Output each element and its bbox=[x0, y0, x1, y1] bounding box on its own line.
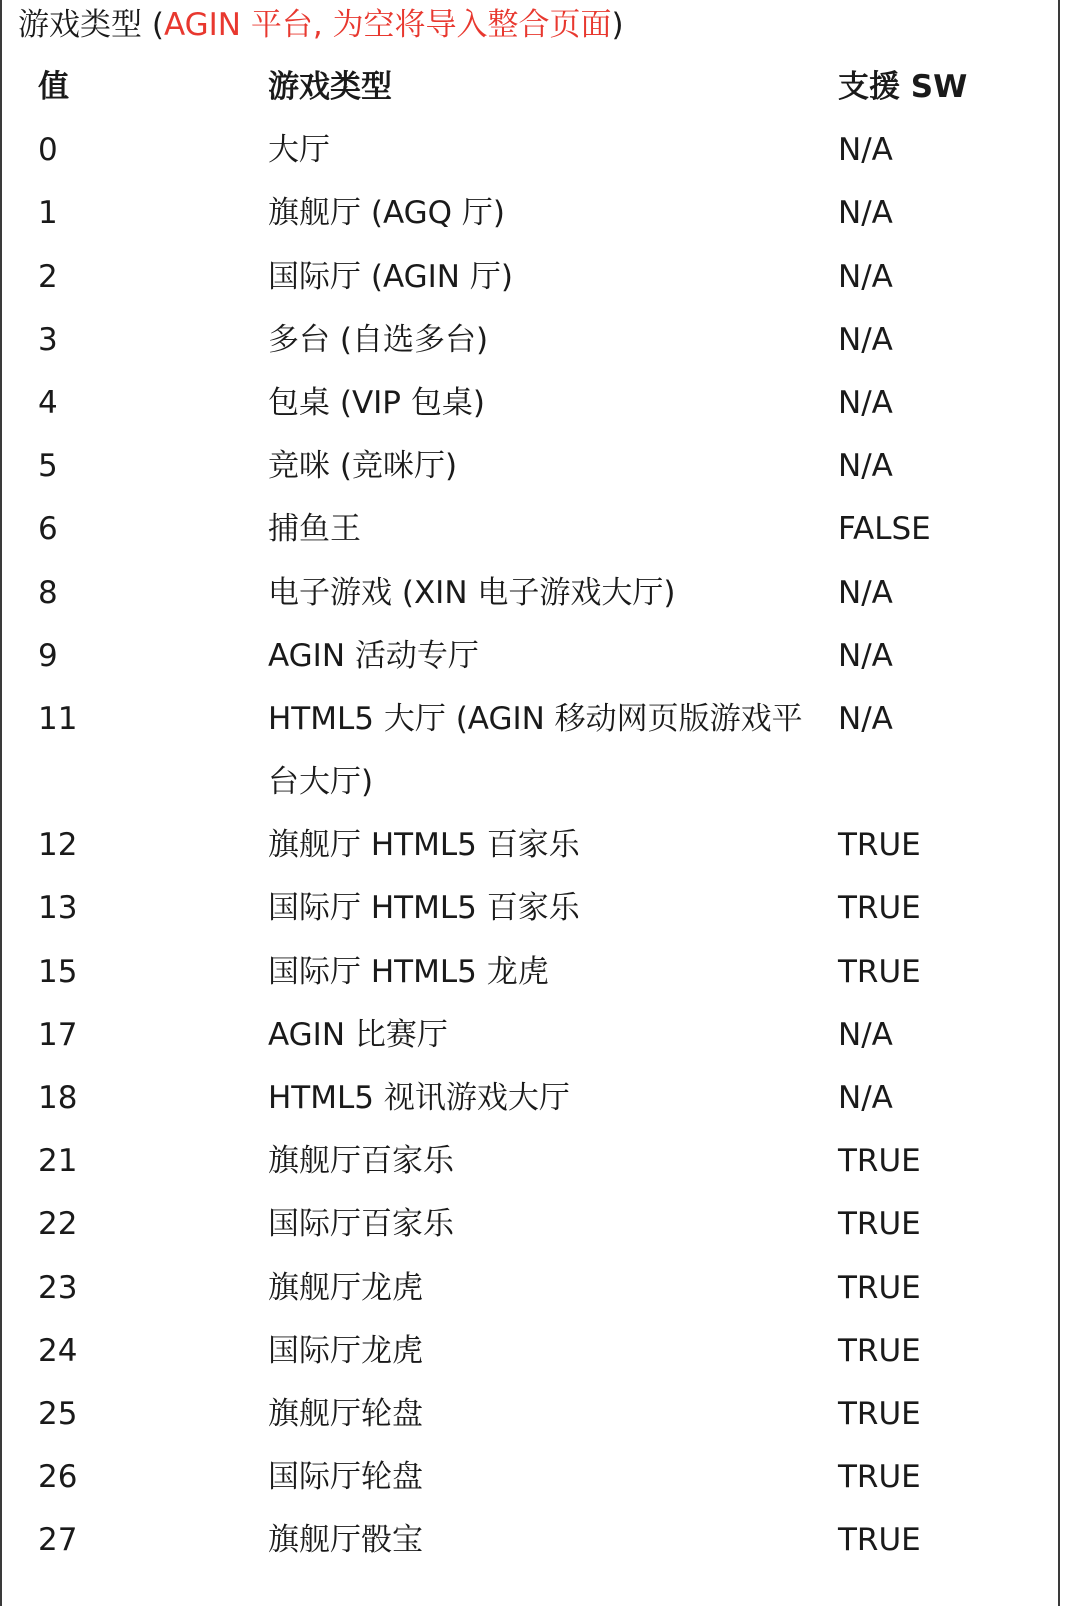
cell-game-type: 国际厅 HTML5 百家乐 bbox=[268, 890, 580, 927]
table-row bbox=[0, 1067, 1058, 1130]
cell-support-sw: TRUE bbox=[838, 827, 921, 864]
cell-value: 8 bbox=[38, 574, 58, 611]
cell-game-type: 旗舰厅轮盘 bbox=[268, 1395, 423, 1432]
cell-support-sw: FALSE bbox=[838, 511, 931, 548]
cell-support-sw: TRUE bbox=[838, 1522, 921, 1559]
cell-support-sw: N/A bbox=[838, 132, 893, 169]
cell-support-sw: N/A bbox=[838, 574, 893, 611]
cell-value: 13 bbox=[38, 890, 78, 927]
header-value: 值 bbox=[38, 69, 69, 105]
caption-note-close: ) bbox=[611, 7, 624, 43]
cell-game-type: 国际厅龙虎 bbox=[268, 1332, 423, 1369]
cell-support-sw: TRUE bbox=[838, 1332, 921, 1369]
cell-game-type: 多台 (自选多台) bbox=[268, 321, 489, 358]
cell-support-sw: N/A bbox=[838, 258, 893, 295]
cell-support-sw: N/A bbox=[838, 384, 893, 421]
cell-game-type: 国际厅 (AGIN 厅) bbox=[268, 258, 513, 295]
table-row bbox=[0, 1257, 1058, 1320]
cell-value: 4 bbox=[38, 384, 58, 421]
cell-game-type: 旗舰厅龙虎 bbox=[268, 1269, 423, 1306]
cell-value: 1 bbox=[38, 195, 58, 232]
cell-value: 3 bbox=[38, 321, 58, 358]
table-row bbox=[0, 182, 1058, 245]
cell-value: 0 bbox=[38, 132, 58, 169]
cell-value: 26 bbox=[38, 1459, 78, 1496]
cell-value: 5 bbox=[38, 448, 58, 485]
cell-game-type: 旗舰厅 HTML5 百家乐 bbox=[268, 827, 580, 864]
cell-value: 24 bbox=[38, 1332, 78, 1369]
table-row bbox=[0, 1193, 1058, 1256]
table-row bbox=[0, 562, 1058, 625]
table-row bbox=[0, 372, 1058, 435]
cell-support-sw: TRUE bbox=[838, 890, 921, 927]
cell-value: 21 bbox=[38, 1143, 78, 1180]
table-row bbox=[0, 814, 1058, 877]
table-row bbox=[0, 119, 1058, 182]
cell-value: 27 bbox=[38, 1522, 78, 1559]
cell-support-sw: N/A bbox=[838, 195, 893, 232]
cell-support-sw: TRUE bbox=[838, 1269, 921, 1306]
cell-value: 6 bbox=[38, 511, 58, 548]
table-row bbox=[0, 498, 1058, 561]
cell-support-sw: N/A bbox=[838, 700, 893, 737]
cell-value: 18 bbox=[38, 1080, 78, 1117]
cell-value: 23 bbox=[38, 1269, 78, 1306]
cell-game-type: HTML5 视讯游戏大厅 bbox=[268, 1080, 570, 1117]
cell-game-type: 旗舰厅骰宝 bbox=[268, 1522, 423, 1559]
table-row bbox=[0, 1130, 1058, 1193]
cell-game-type: 国际厅 HTML5 龙虎 bbox=[268, 953, 549, 990]
cell-game-type: 捕鱼王 bbox=[268, 511, 361, 548]
cell-game-type: 竞咪 (竞咪厅) bbox=[268, 448, 458, 485]
table-row bbox=[0, 941, 1058, 1004]
cell-game-type: HTML5 大厅 (AGIN 移动网页版游戏平台大厅) bbox=[268, 700, 803, 801]
cell-value: 12 bbox=[38, 827, 78, 864]
table-row bbox=[0, 1320, 1058, 1383]
table-row bbox=[0, 877, 1058, 940]
table-row bbox=[0, 1509, 1058, 1572]
caption-note: AGIN 平台, 为空将导入整合页面 bbox=[163, 7, 612, 43]
cell-support-sw: N/A bbox=[838, 637, 893, 674]
cell-game-type: 旗舰厅百家乐 bbox=[268, 1143, 454, 1180]
cell-value: 11 bbox=[38, 700, 78, 737]
cell-value: 17 bbox=[38, 1016, 78, 1053]
cell-support-sw: TRUE bbox=[838, 1459, 921, 1496]
game-type-table bbox=[0, 56, 1058, 1573]
cell-game-type: AGIN 比赛厅 bbox=[268, 1016, 448, 1053]
table-header-row bbox=[0, 56, 1058, 119]
cell-value: 15 bbox=[38, 953, 78, 990]
cell-game-type: 国际厅轮盘 bbox=[268, 1459, 423, 1496]
cell-value: 9 bbox=[38, 637, 58, 674]
table-row bbox=[0, 625, 1058, 688]
cell-support-sw: N/A bbox=[838, 321, 893, 358]
table-row bbox=[0, 1383, 1058, 1446]
cell-support-sw: TRUE bbox=[838, 1143, 921, 1180]
table-row bbox=[0, 1004, 1058, 1067]
cell-game-type: 包桌 (VIP 包桌) bbox=[268, 384, 485, 421]
header-support-sw: 支援 SW bbox=[838, 69, 968, 105]
header-game-type: 游戏类型 bbox=[268, 69, 392, 105]
table-row bbox=[0, 688, 1058, 814]
cell-value: 22 bbox=[38, 1206, 78, 1243]
cell-value: 25 bbox=[38, 1395, 78, 1432]
table-caption bbox=[18, 0, 624, 52]
cell-support-sw: N/A bbox=[838, 1016, 893, 1053]
cell-value: 2 bbox=[38, 258, 58, 295]
table-row bbox=[0, 1446, 1058, 1509]
cell-support-sw: N/A bbox=[838, 448, 893, 485]
table-row bbox=[0, 309, 1058, 372]
cell-game-type: 大厅 bbox=[268, 132, 330, 169]
cell-game-type: AGIN 活动专厅 bbox=[268, 637, 479, 674]
cell-support-sw: N/A bbox=[838, 1080, 893, 1117]
caption-note-open: ( bbox=[142, 7, 164, 43]
table-row bbox=[0, 435, 1058, 498]
cell-game-type: 国际厅百家乐 bbox=[268, 1206, 454, 1243]
cell-support-sw: TRUE bbox=[838, 1206, 921, 1243]
cell-game-type: 旗舰厅 (AGQ 厅) bbox=[268, 195, 505, 232]
cell-game-type: 电子游戏 (XIN 电子游戏大厅) bbox=[268, 574, 676, 611]
cell-support-sw: TRUE bbox=[838, 1395, 921, 1432]
caption-label: 游戏类型 bbox=[18, 7, 142, 43]
table-row bbox=[0, 246, 1058, 309]
cell-support-sw: TRUE bbox=[838, 953, 921, 990]
